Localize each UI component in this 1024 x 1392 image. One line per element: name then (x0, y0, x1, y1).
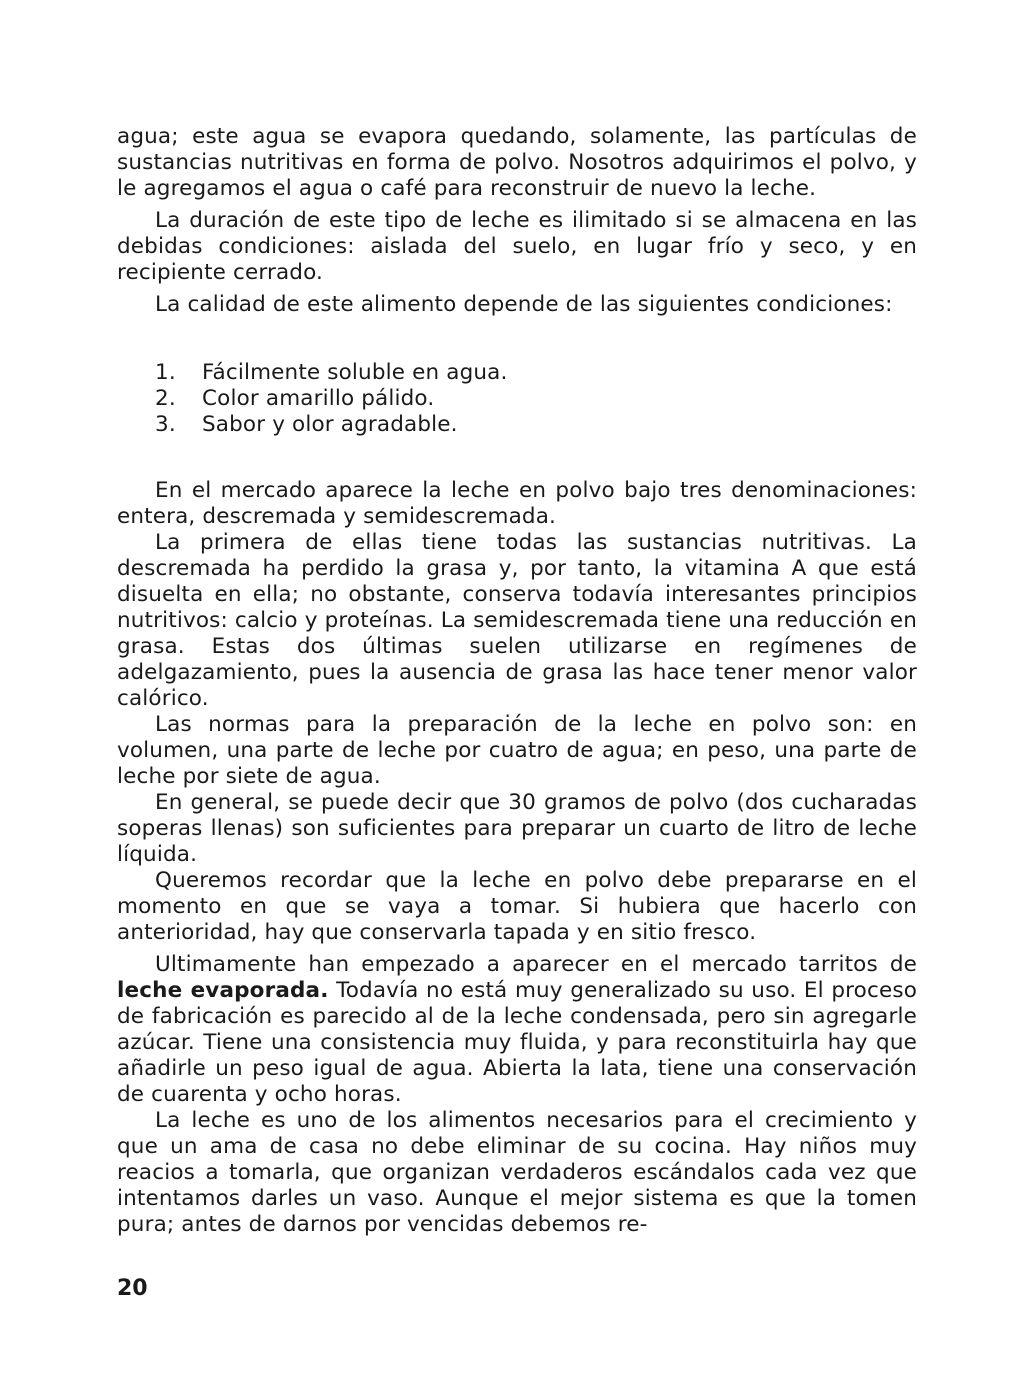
numbered-list (155, 360, 917, 438)
paragraph-evaporated-milk (117, 952, 917, 1108)
paragraph: En el mercado aparece la leche en polvo bajo tres denominaciones: entera, descremada y semidescremada. (117, 478, 917, 529)
list-text: Color amarillo pálido. (202, 386, 435, 411)
paragraph: Queremos recordar que la leche en polvo debe prepararse en el momento en que se vaya a tomar. Si hubiera que hacerlo con anterioridad, hay que conservarla tapada y en sitio fresco. (117, 868, 917, 945)
bold-term: leche evaporada. (117, 978, 329, 1003)
list-item (155, 386, 917, 412)
paragraph: En general, se puede decir que 30 gramos de polvo (dos cucharadas soperas llenas) son suficientes para preparar un cuarto de litro de leche líquida. (117, 790, 917, 867)
list-number: 3. (155, 412, 176, 437)
paragraph: La calidad de este alimento depende de las siguientes condiciones: (155, 292, 893, 317)
paragraph: La primera de ellas tiene todas las sustancias nutritivas. La descremada ha perdido la grasa y, por tanto, la vitamina A que está disuelta en ella; no obstante, conserva todavía interesantes principios nutritivos: calcio y proteínas. La semidescremada tiene una reducción en grasa. Estas dos últimas suelen utilizarse en regímenes de adelgazamiento, pues la ausencia de grasa las hace tener menor valor calórico. (117, 530, 917, 711)
body-text (117, 124, 917, 1238)
text-span: Todavía no está muy generalizado su uso. El proceso de fabricación es parecido al de la leche condensada, pero sin agregarle azúcar. Tiene una consistencia muy fluida, y para reconstituirla hay que añadirle un peso igual de agua. Abierta la lata, tiene una conservación de cuarenta y ocho horas. (117, 978, 917, 1107)
paragraph: La duración de este tipo de leche es ilimitado si se almacena en las debidas condiciones: aislada del suelo, en lugar frío y seco, y en recipiente cerrado. (117, 208, 917, 285)
list-item (155, 360, 917, 386)
list-text: Fácilmente soluble en agua. (202, 360, 508, 385)
list-number: 2. (155, 386, 176, 411)
page-number: 20 (117, 1276, 148, 1301)
paragraph: Las normas para la preparación de la leche en polvo son: en volumen, una parte de leche por cuatro de agua; en peso, una parte de leche por siete de agua. (117, 712, 917, 789)
paragraph: La leche es uno de los alimentos necesarios para el crecimiento y que un ama de casa no debe eliminar de su cocina. Hay niños muy reacios a tomarla, que organizan verdaderos escándalos cada vez que intentamos darles un vaso. Aunque el mejor sistema es que la tomen pura; antes de darnos por vencidas debemos re- (117, 1108, 917, 1237)
list-item (155, 412, 917, 438)
list-text: Sabor y olor agradable. (202, 412, 458, 437)
paragraph: agua; este agua se evapora quedando, solamente, las partículas de sustancias nutritivas en forma de polvo. Nosotros adquirimos el polvo, y le agregamos el agua o café para reconstruir de nuevo la leche. (117, 124, 917, 201)
text-span: Ultimamente han empezado a aparecer en el mercado tarritos de (155, 952, 917, 977)
list-number: 1. (155, 360, 176, 385)
